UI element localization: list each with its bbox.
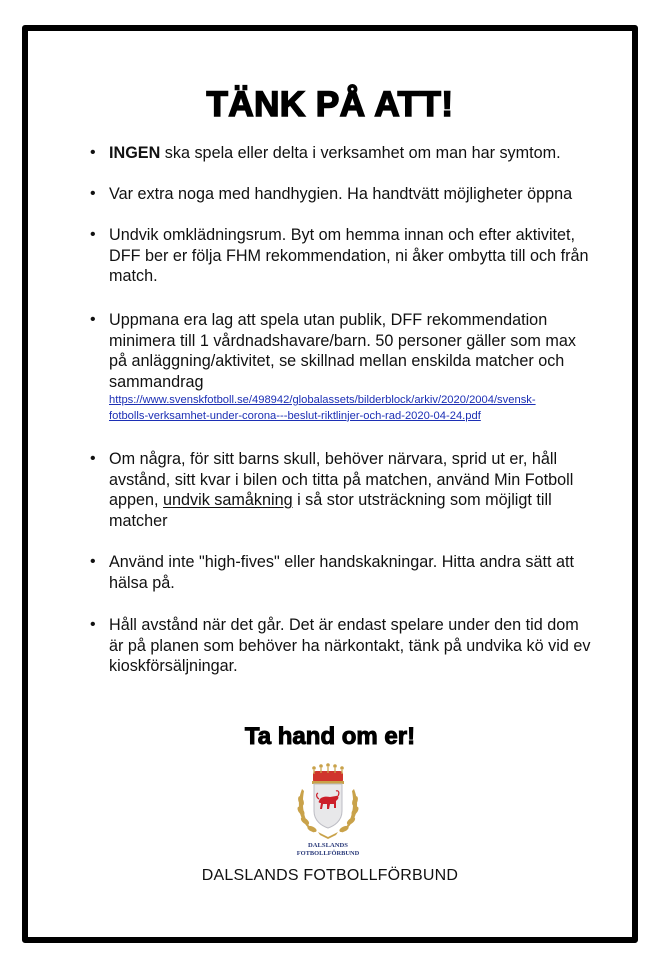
guideline-link[interactable] — [109, 393, 649, 424]
bullet-icon: • — [90, 616, 96, 633]
item-text: i så stor utsträckning som möjligt till — [292, 491, 552, 509]
dalslands-fotbollforbund-crest-icon — [292, 759, 364, 859]
item-line: Uppmana era lag att spela utan publik, DFF rekommendation — [109, 311, 548, 329]
list-item — [88, 615, 649, 677]
bullet-icon: • — [90, 553, 96, 570]
item-line: sammandrag — [109, 372, 204, 391]
link-line[interactable]: fotbolls-verksamhet-under-corona---beslut-riktlinjer-och-rad-2020-04-24.pdf — [109, 409, 481, 422]
bullet-icon: • — [90, 226, 96, 243]
item-line: match. — [109, 267, 158, 285]
list-item — [88, 552, 649, 593]
bullet-icon: • — [90, 144, 96, 161]
logo-text-line1: DALSLANDS — [308, 842, 348, 849]
item-line: hälsa på. — [109, 573, 175, 592]
list-item — [88, 184, 629, 205]
item-line: matcher — [109, 511, 168, 530]
bullet-icon: • — [90, 185, 96, 202]
item-line: på anläggning/aktivitet, se skillnad mellan enskilda matcher och — [109, 352, 565, 370]
list-item — [88, 225, 649, 287]
item-line: DFF ber er följa FHM rekommendation, ni åker ombytta till och från — [109, 246, 589, 265]
page-title: TÄNK PÅ ATT! — [206, 85, 454, 124]
item-line: minimera till 1 vårdnadshavare/barn. 50 personer gäller som max — [109, 331, 576, 350]
list-item — [88, 143, 629, 164]
item-text: Var extra noga med handhygien. Ha handtvätt möjligheter öppna — [109, 185, 573, 203]
logo-text-line2: FOTBOLLFÖRBUND — [296, 850, 360, 857]
closing-message: Ta hand om er! — [244, 723, 416, 750]
item-line — [109, 490, 649, 511]
item-line: Använd inte "high-fives" eller handskakningar. Hitta andra sätt att — [109, 553, 575, 571]
bullet-icon: • — [90, 450, 96, 467]
underlined-text: undvik samåkning — [163, 491, 293, 509]
list-item — [88, 310, 649, 424]
notice-frame — [22, 25, 638, 943]
item-line: Håll avstånd när det går. Det är endast spelare under den tid dom — [109, 616, 579, 634]
organization-name: DALSLANDS FOTBOLLFÖRBUND — [201, 867, 459, 884]
bullet-icon: • — [90, 311, 96, 328]
item-line: kioskförsäljningar. — [109, 657, 238, 675]
item-line: Undvik omklädningsrum. Byt om hemma innan och efter aktivitet, — [109, 226, 576, 244]
item-line: avstånd, sitt kvar i bilen och titta på matchen, använd Min Fotboll — [109, 470, 574, 489]
item-line: är på planen som behöver ha närkontakt, tänk på undvika kö vid ev — [109, 636, 591, 655]
item-text: appen, — [109, 491, 164, 509]
crown-icon — [312, 763, 344, 784]
emphasis-text: INGEN — [109, 144, 161, 162]
link-line[interactable]: https://www.svenskfotboll.se/498942/globalassets/bilderblock/arkiv/2020/2004/svensk- — [109, 394, 536, 406]
item-line: Om några, för sitt barns skull, behöver närvara, sprid ut er, håll — [109, 450, 558, 468]
list-item — [88, 449, 649, 531]
item-text: ska spela eller delta i verksamhet om man har symtom. — [160, 144, 561, 162]
